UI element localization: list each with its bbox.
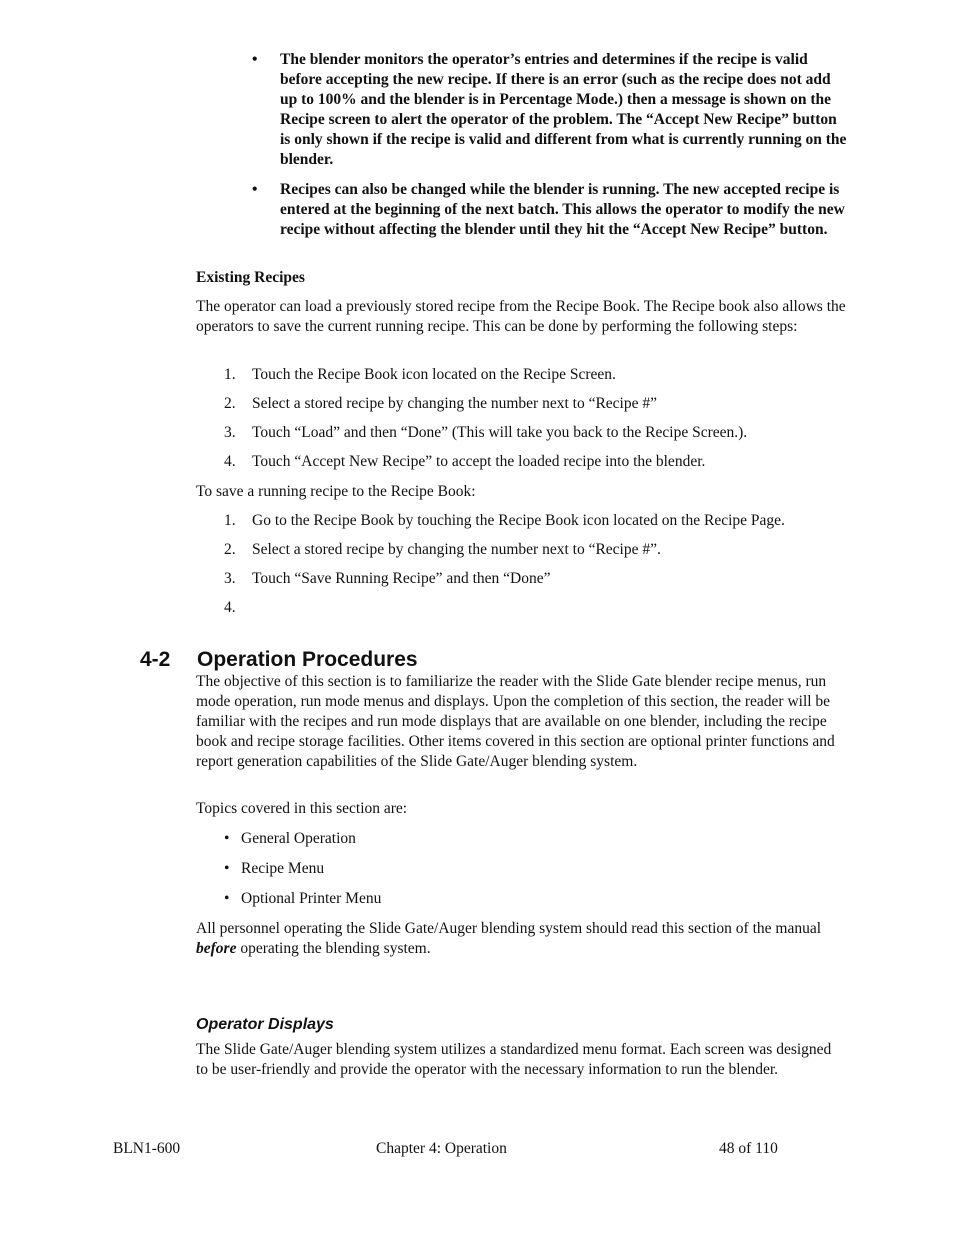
step-text [252, 599, 256, 616]
list-item [222, 889, 622, 909]
list-item [222, 859, 622, 879]
step-number: 2. [224, 541, 236, 558]
step-text: Touch “Save Running Recipe” and then “Done” [252, 570, 551, 587]
step-number: 3. [224, 570, 236, 587]
top-bullet-list [252, 50, 847, 250]
topic-text: Optional Printer Menu [241, 890, 382, 907]
list-item [222, 511, 847, 531]
step-text: Touch “Accept New Recipe” to accept the loaded recipe into the blender. [252, 453, 706, 470]
section-objective: The objective of this section is to familiarize the reader with the Slide Gate blender recipe menus, run mode operation, run mode menus and displays. Upon the completion of this section, the reader will be familiar with the recipes and run mode displays that are available on one blender, including the recipe book and recipe storage facilities. Other items covered in this section are optional printer functions and report generation capabilities of the Slide Gate/Auger blending system. [196, 673, 835, 770]
step-text: Go to the Recipe Book by touching the Recipe Book icon located on the Recipe Page. [252, 512, 785, 529]
topics-list [222, 829, 622, 919]
section-number: 4-2 [140, 648, 171, 671]
list-item [252, 180, 847, 240]
personnel-note [196, 919, 846, 959]
topic-text: Recipe Menu [241, 860, 325, 877]
list-item [222, 598, 847, 618]
save-recipe-intro: To save a running recipe to the Recipe Book: [196, 483, 476, 500]
list-item [222, 540, 847, 560]
load-steps-list [222, 365, 847, 481]
topic-text: General Operation [241, 830, 356, 847]
operator-displays-heading: Operator Displays [196, 1016, 334, 1033]
emphasis-before: before [196, 940, 237, 957]
save-steps-list [222, 511, 847, 627]
personnel-text-before: All personnel operating the Slide Gate/Auger blending system should read this section of the manual [196, 920, 822, 937]
section-title: Operation Procedures [197, 648, 418, 671]
step-number: 4. [224, 453, 236, 470]
existing-recipes-intro: The operator can load a previously stored recipe from the Recipe Book. The Recipe book also allows the operators to save the current running recipe. This can be done by performing the following steps: [196, 298, 846, 335]
list-item [222, 829, 622, 849]
list-item [252, 50, 847, 170]
step-text: Touch the Recipe Book icon located on the Recipe Screen. [252, 366, 616, 383]
list-item [222, 569, 847, 589]
bullet-text: Recipes can also be changed while the blender is running. The new accepted recipe is entered at the beginning of the next batch. This allows the operator to modify the new recipe without affecting the blender until they hit the “Accept New Recipe” button. [280, 181, 845, 238]
list-item [222, 423, 847, 443]
section-heading [140, 647, 840, 673]
list-item [222, 452, 847, 472]
footer-doc-id: BLN1-600 [113, 1140, 181, 1157]
bullet-text: The blender monitors the operator’s entries and determines if the recipe is valid before accepting the new recipe. If there is an error (such as the recipe does not add up to 100% and the blender is in Percentage Mode.) then a message is shown on the Recipe screen to alert the operator of the problem. The “Accept New Recipe” button is only shown if the recipe is valid and different from what is currently running on the blender. [280, 51, 847, 168]
step-text: Touch “Load” and then “Done” (This will take you back to the Recipe Screen.). [252, 424, 748, 441]
step-number: 2. [224, 395, 236, 412]
step-number: 3. [224, 424, 236, 441]
footer-page-number: 48 of 110 [719, 1140, 778, 1157]
bullet-icon: • [252, 51, 258, 68]
bullet-icon: • [224, 830, 230, 847]
step-text: Select a stored recipe by changing the number next to “Recipe #”. [252, 541, 661, 558]
operator-displays-text: The Slide Gate/Auger blending system utilizes a standardized menu format. Each screen was designed to be user-friendly and provide the operator with the necessary information to run the blender. [196, 1041, 832, 1078]
list-item [222, 365, 847, 385]
bullet-icon: • [224, 860, 230, 877]
step-text: Select a stored recipe by changing the number next to “Recipe #” [252, 395, 657, 412]
step-number: 1. [224, 512, 236, 529]
bullet-icon: • [224, 890, 230, 907]
topics-intro: Topics covered in this section are: [196, 800, 408, 817]
list-item [222, 394, 847, 414]
bullet-icon: • [252, 181, 258, 198]
existing-recipes-heading: Existing Recipes [196, 269, 305, 286]
personnel-text-after: operating the blending system. [236, 940, 431, 957]
step-number: 4. [224, 599, 236, 616]
step-number: 1. [224, 366, 236, 383]
footer-chapter: Chapter 4: Operation [376, 1140, 507, 1157]
